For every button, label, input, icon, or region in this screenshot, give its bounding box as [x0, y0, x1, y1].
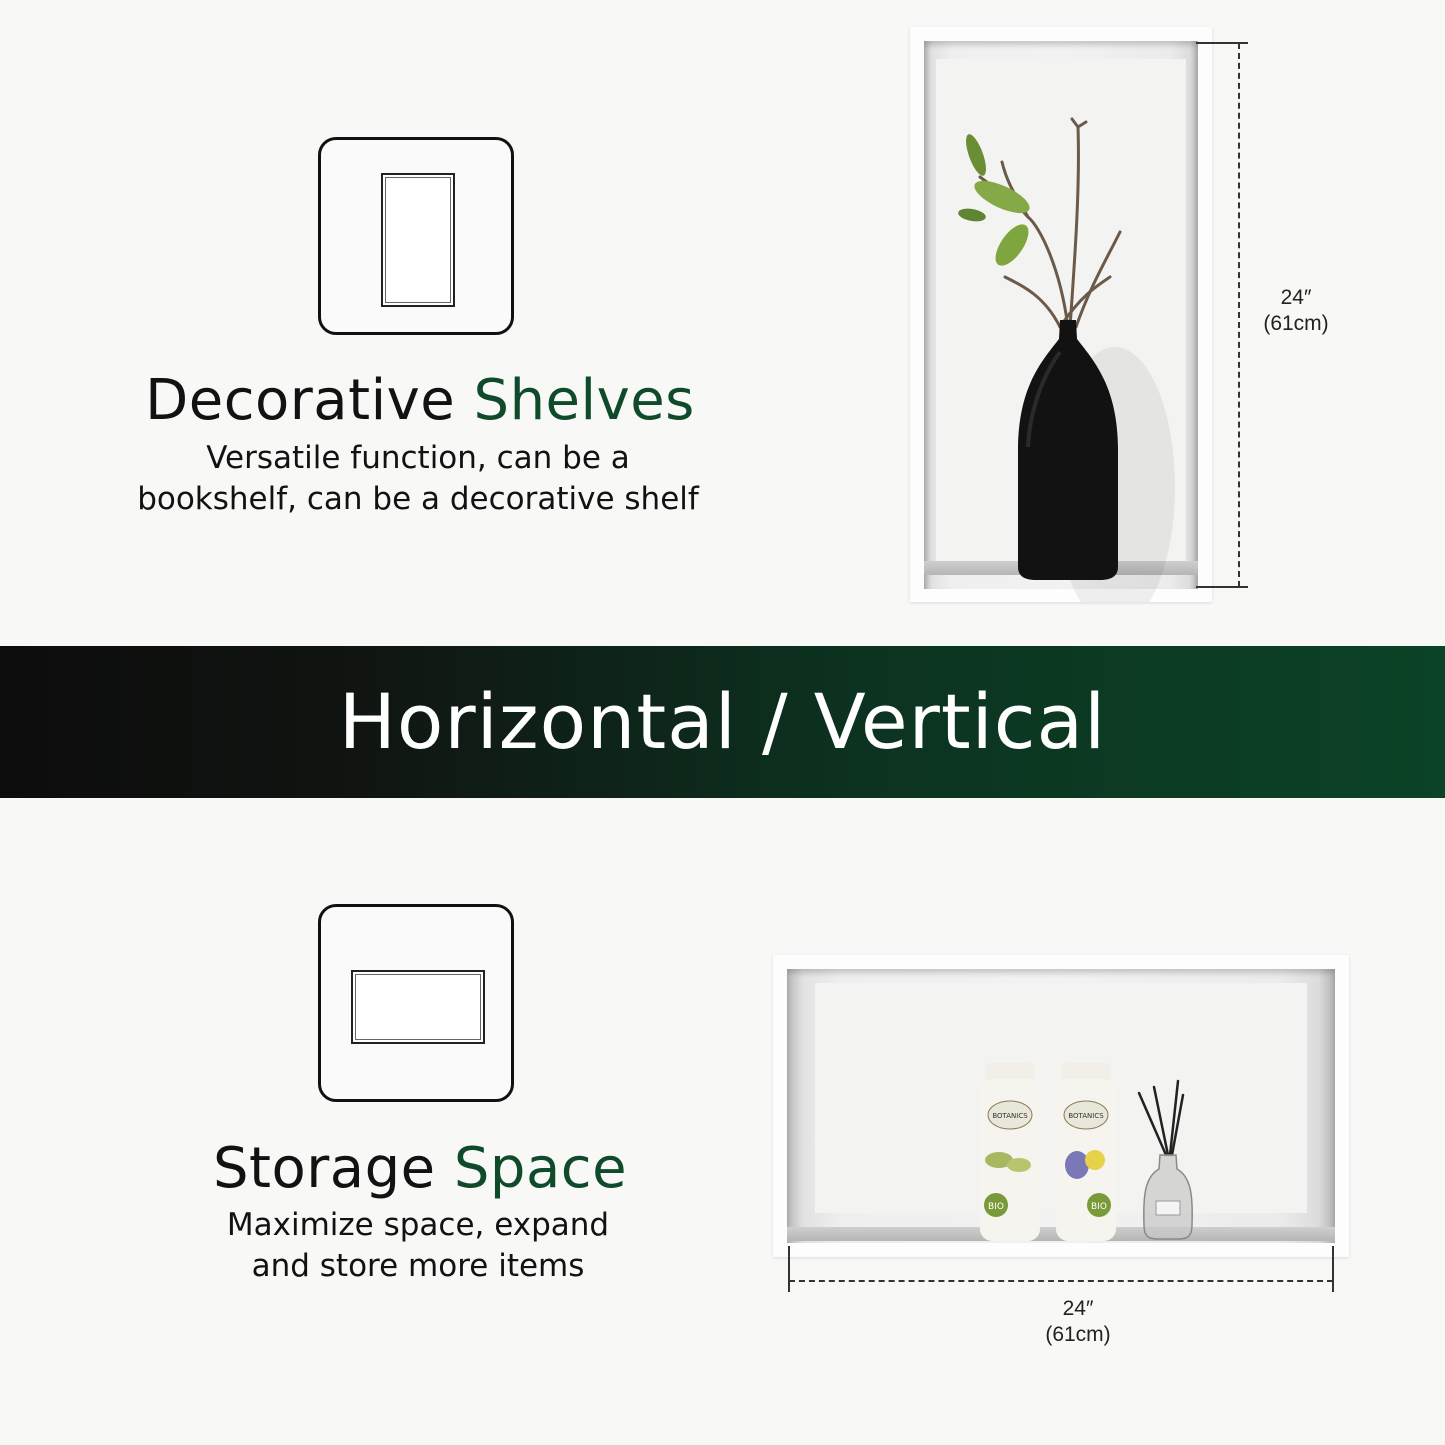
dimension-cm: (61cm) — [1045, 1323, 1111, 1346]
bottle-2-brand: BOTANICS — [1068, 1112, 1104, 1120]
description-line-2: and store more items — [251, 1248, 585, 1284]
horizontal-niche-icon — [318, 904, 514, 1102]
vertical-dimension-line — [1238, 43, 1240, 587]
decorative-shelves-heading — [0, 368, 840, 433]
description-line-1: Maximize space, expand — [226, 1207, 610, 1243]
orientation-banner — [0, 646, 1445, 798]
bottle-1-bio: BIO — [988, 1202, 1004, 1212]
horizontal-dimension-label — [1028, 1296, 1128, 1348]
dimension-cm: (61cm) — [1263, 312, 1329, 335]
horizontal-dimension-line — [789, 1280, 1333, 1282]
dimension-tick-right — [1332, 1246, 1334, 1292]
dimension-inch: 24″ — [1062, 1297, 1094, 1320]
toiletries-image — [773, 955, 1349, 1257]
dimension-inch: 24″ — [1280, 286, 1312, 309]
description-line-1: Versatile function, can be a — [206, 440, 630, 476]
heading-part-1: Decorative — [145, 368, 474, 433]
storage-space-description — [0, 1205, 836, 1287]
dimension-tick-left — [788, 1246, 790, 1292]
shampoo-bottle-2 — [1056, 1063, 1116, 1241]
dimension-tick-top — [1196, 42, 1248, 44]
reed-diffuser — [1139, 1081, 1183, 1155]
vase-with-branch-image — [910, 27, 1212, 602]
heading-part-1: Storage — [212, 1136, 454, 1201]
bottle-1-brand: BOTANICS — [992, 1112, 1028, 1120]
vertical-niche-image — [910, 27, 1212, 602]
vertical-niche-icon — [318, 137, 514, 335]
decorative-shelves-description — [0, 438, 836, 520]
banner-title: Horizontal / Vertical — [338, 677, 1107, 766]
horizontal-niche-image — [773, 955, 1349, 1257]
dimension-tick-bottom — [1196, 586, 1248, 588]
description-line-2: bookshelf, can be a decorative shelf — [137, 481, 699, 517]
vertical-dimension-label — [1246, 285, 1346, 337]
heading-part-2: Space — [453, 1136, 628, 1201]
heading-part-2: Shelves — [473, 368, 695, 433]
shampoo-bottle-1 — [980, 1063, 1040, 1241]
storage-space-heading — [0, 1136, 840, 1201]
bottle-2-bio: BIO — [1091, 1202, 1107, 1212]
